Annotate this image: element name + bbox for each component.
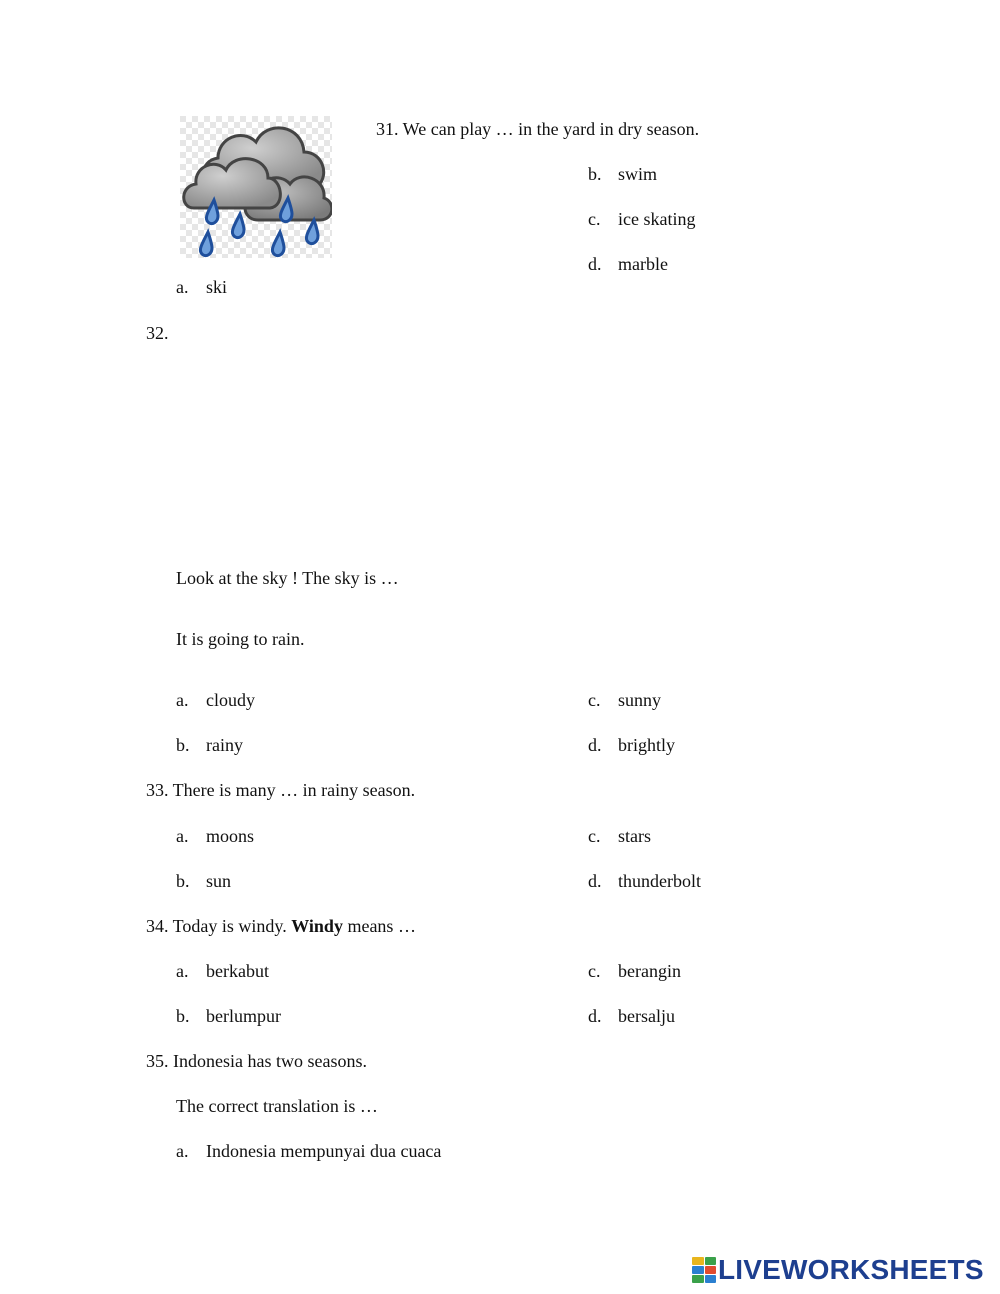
question-34-keyword: Windy: [291, 916, 343, 936]
q34-option-b[interactable]: [176, 1005, 281, 1027]
option-letter: a.: [176, 277, 189, 297]
question-35-line2: The correct translation is …: [176, 1096, 378, 1116]
question-35: 35. Indonesia has two seasons.: [146, 1051, 367, 1071]
liveworksheets-logo[interactable]: [692, 1255, 984, 1285]
q32-option-a[interactable]: [176, 689, 255, 711]
question-33: 33. There is many … in rainy season.: [146, 780, 416, 800]
q31-option-d[interactable]: [588, 253, 668, 275]
option-letter: c.: [588, 826, 601, 846]
option-text: swim: [618, 164, 658, 184]
option-letter: b.: [176, 871, 190, 891]
option-text: sun: [206, 871, 232, 891]
option-text: brightly: [618, 735, 675, 755]
option-text: berkabut: [206, 961, 269, 981]
option-text: thunderbolt: [618, 871, 701, 891]
option-text: stars: [618, 826, 651, 846]
question-32-line2: It is going to rain.: [176, 629, 305, 649]
option-text: cloudy: [206, 690, 255, 710]
option-text: Indonesia mempunyai dua cuaca: [206, 1141, 442, 1161]
option-letter: a.: [176, 690, 189, 710]
option-letter: d.: [588, 735, 602, 755]
option-letter: c.: [588, 961, 601, 981]
option-letter: a.: [176, 961, 189, 981]
q32-option-c[interactable]: [588, 689, 661, 711]
q32-option-d[interactable]: [588, 734, 675, 756]
q31-option-b[interactable]: [588, 163, 657, 185]
q34-option-c[interactable]: [588, 960, 681, 982]
option-text: ski: [206, 277, 228, 297]
option-text: moons: [206, 826, 255, 846]
question-32-line1: Look at the sky ! The sky is …: [176, 568, 399, 588]
question-34-suffix: means …: [342, 916, 416, 936]
q31-option-a[interactable]: [176, 276, 227, 298]
option-letter: b.: [588, 164, 602, 184]
option-letter: d.: [588, 1006, 602, 1026]
logo-mark-icon: [692, 1257, 716, 1283]
option-letter: d.: [588, 254, 602, 274]
option-letter: c.: [588, 690, 601, 710]
rain-cloud-icon: [180, 116, 332, 258]
logo-text: LIVEWORKSHEETS: [718, 1254, 984, 1285]
option-letter: d.: [588, 871, 602, 891]
q31-option-c[interactable]: [588, 208, 695, 230]
option-letter: c.: [588, 209, 601, 229]
question-34-prefix: 34. Today is windy.: [146, 916, 292, 936]
question-32-number: 32.: [146, 323, 169, 343]
q33-option-c[interactable]: [588, 825, 651, 847]
q33-option-b[interactable]: [176, 870, 231, 892]
q34-option-a[interactable]: [176, 960, 269, 982]
q32-option-b[interactable]: [176, 734, 243, 756]
option-text: ice skating: [618, 209, 696, 229]
q33-option-a[interactable]: [176, 825, 254, 847]
q34-option-d[interactable]: [588, 1005, 675, 1027]
question-31: 31. We can play … in the yard in dry season.: [376, 119, 700, 139]
option-text: berlumpur: [206, 1006, 281, 1026]
option-letter: a.: [176, 826, 189, 846]
question-34: [146, 915, 416, 937]
option-letter: a.: [176, 1141, 189, 1161]
option-text: rainy: [206, 735, 243, 755]
option-letter: b.: [176, 1006, 190, 1026]
option-letter: b.: [176, 735, 190, 755]
q33-option-d[interactable]: [588, 870, 701, 892]
option-text: bersalju: [618, 1006, 675, 1026]
option-text: berangin: [618, 961, 681, 981]
option-text: sunny: [618, 690, 662, 710]
option-text: marble: [618, 254, 668, 274]
q35-option-a[interactable]: [176, 1140, 441, 1162]
